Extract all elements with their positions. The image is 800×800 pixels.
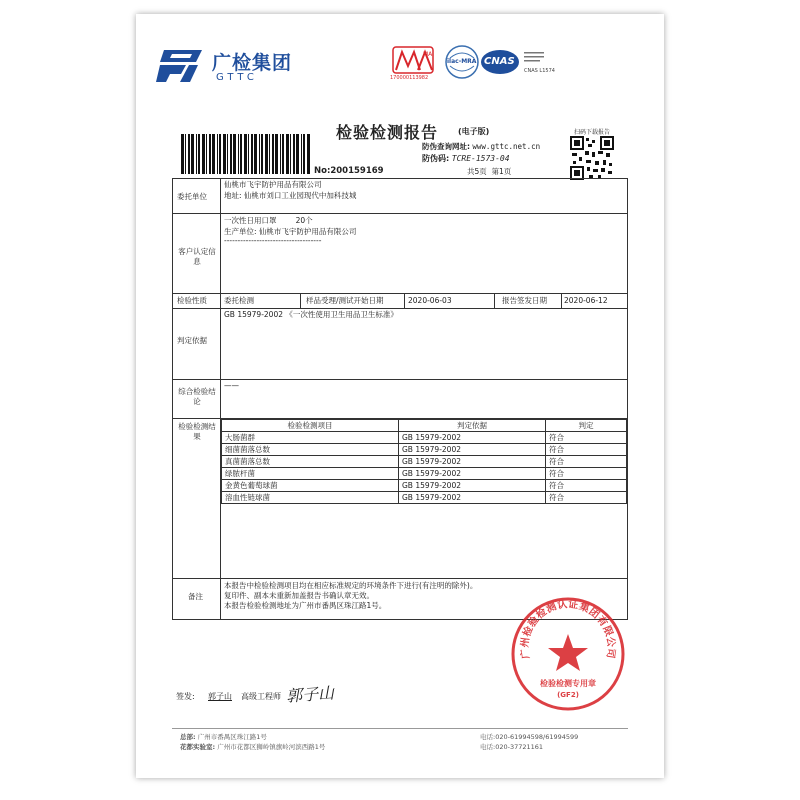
footer-lab-address: 广州市花都区狮岭镇旗岭河滨西路1号	[217, 743, 326, 751]
cma-number: 170000113982	[390, 75, 429, 81]
anticounterfeit-row	[422, 153, 510, 164]
report-date-label: 报告签发日期	[502, 296, 547, 305]
cma-label: MA	[423, 51, 433, 58]
footer-hq-phone: 电话:020-61994598/61994599	[480, 733, 579, 741]
anticounterfeit-label: 防伪码:	[422, 154, 450, 163]
cnas-label: CNAS	[484, 56, 515, 67]
stamp-center-text: 检验检测专用章	[540, 679, 596, 688]
result-item: 真菌菌落总数	[222, 456, 399, 468]
report-title: 检验检测报告	[336, 123, 439, 142]
query-row	[422, 141, 540, 152]
stamp-star-icon	[548, 634, 588, 671]
results-header-item: 检验检测项目	[222, 420, 399, 432]
results-header-basis: 判定依据	[399, 420, 546, 432]
results-table	[221, 419, 627, 504]
stamp-ring-text: 广州检验检测认证集团有限公司	[519, 599, 617, 660]
company-abbr: GTTC	[216, 72, 258, 83]
result-item: 溶血性链球菌	[222, 492, 399, 504]
result-verdict: 符合	[546, 480, 627, 492]
report-number: No:200159169	[314, 166, 384, 176]
result-item: 绿脓杆菌	[222, 468, 399, 480]
result-verdict: 符合	[546, 468, 627, 480]
signer-name: 郭子山	[208, 692, 232, 701]
footer-hq	[180, 732, 267, 741]
product-line: 一次性日用口罩 20个	[224, 216, 313, 225]
table-row	[222, 492, 627, 504]
client-label: 委托单位	[177, 192, 207, 201]
signer-title: 高级工程师	[241, 692, 281, 701]
result-verdict: 符合	[546, 444, 627, 456]
footer-lab-phone: 电话:020-37721161	[480, 743, 544, 751]
cnas-number: CNAS L1574	[524, 68, 555, 74]
client-name: 仙桃市飞宇防护用品有限公司	[224, 180, 322, 189]
conclusion: ——	[224, 381, 239, 390]
query-label: 防伪查询网址:	[422, 142, 470, 151]
gttc-logo-icon	[156, 46, 206, 86]
dash-line: ------------------------------------	[224, 236, 322, 245]
result-basis: GB 15979-2002	[399, 432, 546, 444]
result-basis: GB 15979-2002	[399, 492, 546, 504]
cnas-text-block-icon	[524, 50, 546, 66]
sample-date-label: 样品受理/测试开始日期	[306, 296, 384, 305]
footer-hq-address: 广州市番禺区珠江路1号	[197, 733, 267, 741]
signature-label: 签发:	[176, 692, 195, 701]
results-header-row	[222, 420, 627, 432]
basis: GB 15979-2002 《一次性使用卫生用品卫生标准》	[224, 310, 398, 319]
report-date: 2020-06-12	[564, 296, 608, 305]
stamp-code: (GF2)	[557, 691, 579, 699]
results-label: 检验检测结果	[178, 422, 216, 441]
table-row	[222, 468, 627, 480]
barcode-icon	[181, 134, 311, 180]
test-nature: 委托检测	[224, 296, 254, 305]
customer-info-label: 客户认定信息	[178, 247, 216, 266]
manufacturer-line: 生产单位: 仙桃市飞宇防护用品有限公司	[224, 227, 357, 236]
qr-code-icon	[570, 136, 614, 180]
basis-label: 判定依据	[177, 336, 207, 345]
table-row	[222, 456, 627, 468]
handwritten-signature: 郭子山	[285, 683, 335, 706]
ilac-label: ilac-MRA	[447, 58, 477, 65]
page-count: 共5页 第1页	[467, 167, 512, 176]
remark-line: 本报告检验检测地址为广州市番禺区珠江路1号。	[224, 601, 387, 610]
result-item: 大肠菌群	[222, 432, 399, 444]
result-basis: GB 15979-2002	[399, 444, 546, 456]
sample-date: 2020-06-03	[408, 296, 452, 305]
report-sheet	[136, 14, 664, 778]
qr-caption: 扫码下载报告	[574, 129, 611, 136]
anticounterfeit-code: TCRE-1573-04	[451, 154, 510, 163]
table-row	[222, 432, 627, 444]
footer-hq-label: 总部:	[180, 733, 196, 741]
official-stamp	[510, 596, 626, 712]
footer-lab	[180, 742, 325, 751]
result-basis: GB 15979-2002	[399, 456, 546, 468]
result-basis: GB 15979-2002	[399, 468, 546, 480]
company-name: 广检集团	[212, 52, 293, 74]
client-address: 地址: 仙桃市刘口工业园现代中加科技城	[224, 191, 357, 200]
result-verdict: 符合	[546, 456, 627, 468]
remark-line: 复印件、副本未重新加盖报告书确认章无效。	[224, 591, 374, 600]
result-item: 金黄色葡萄球菌	[222, 480, 399, 492]
results-header-verdict: 判定	[546, 420, 627, 432]
test-nature-label: 检验性质	[177, 296, 207, 305]
footer-lab-label: 花都实验室:	[180, 743, 216, 751]
remarks-label: 备注	[188, 592, 203, 601]
report-title-suffix: (电子版)	[458, 127, 490, 136]
result-verdict: 符合	[546, 492, 627, 504]
result-item: 细菌菌落总数	[222, 444, 399, 456]
remark-line: 本报告中检验检测项目均在相应标准规定的环境条件下进行(有注明的除外)。	[224, 581, 478, 590]
table-row	[222, 444, 627, 456]
result-basis: GB 15979-2002	[399, 480, 546, 492]
conclusion-label: 综合检验结论	[178, 387, 216, 406]
query-url: www.gttc.net.cn	[472, 142, 541, 151]
result-verdict: 符合	[546, 432, 627, 444]
table-row	[222, 480, 627, 492]
